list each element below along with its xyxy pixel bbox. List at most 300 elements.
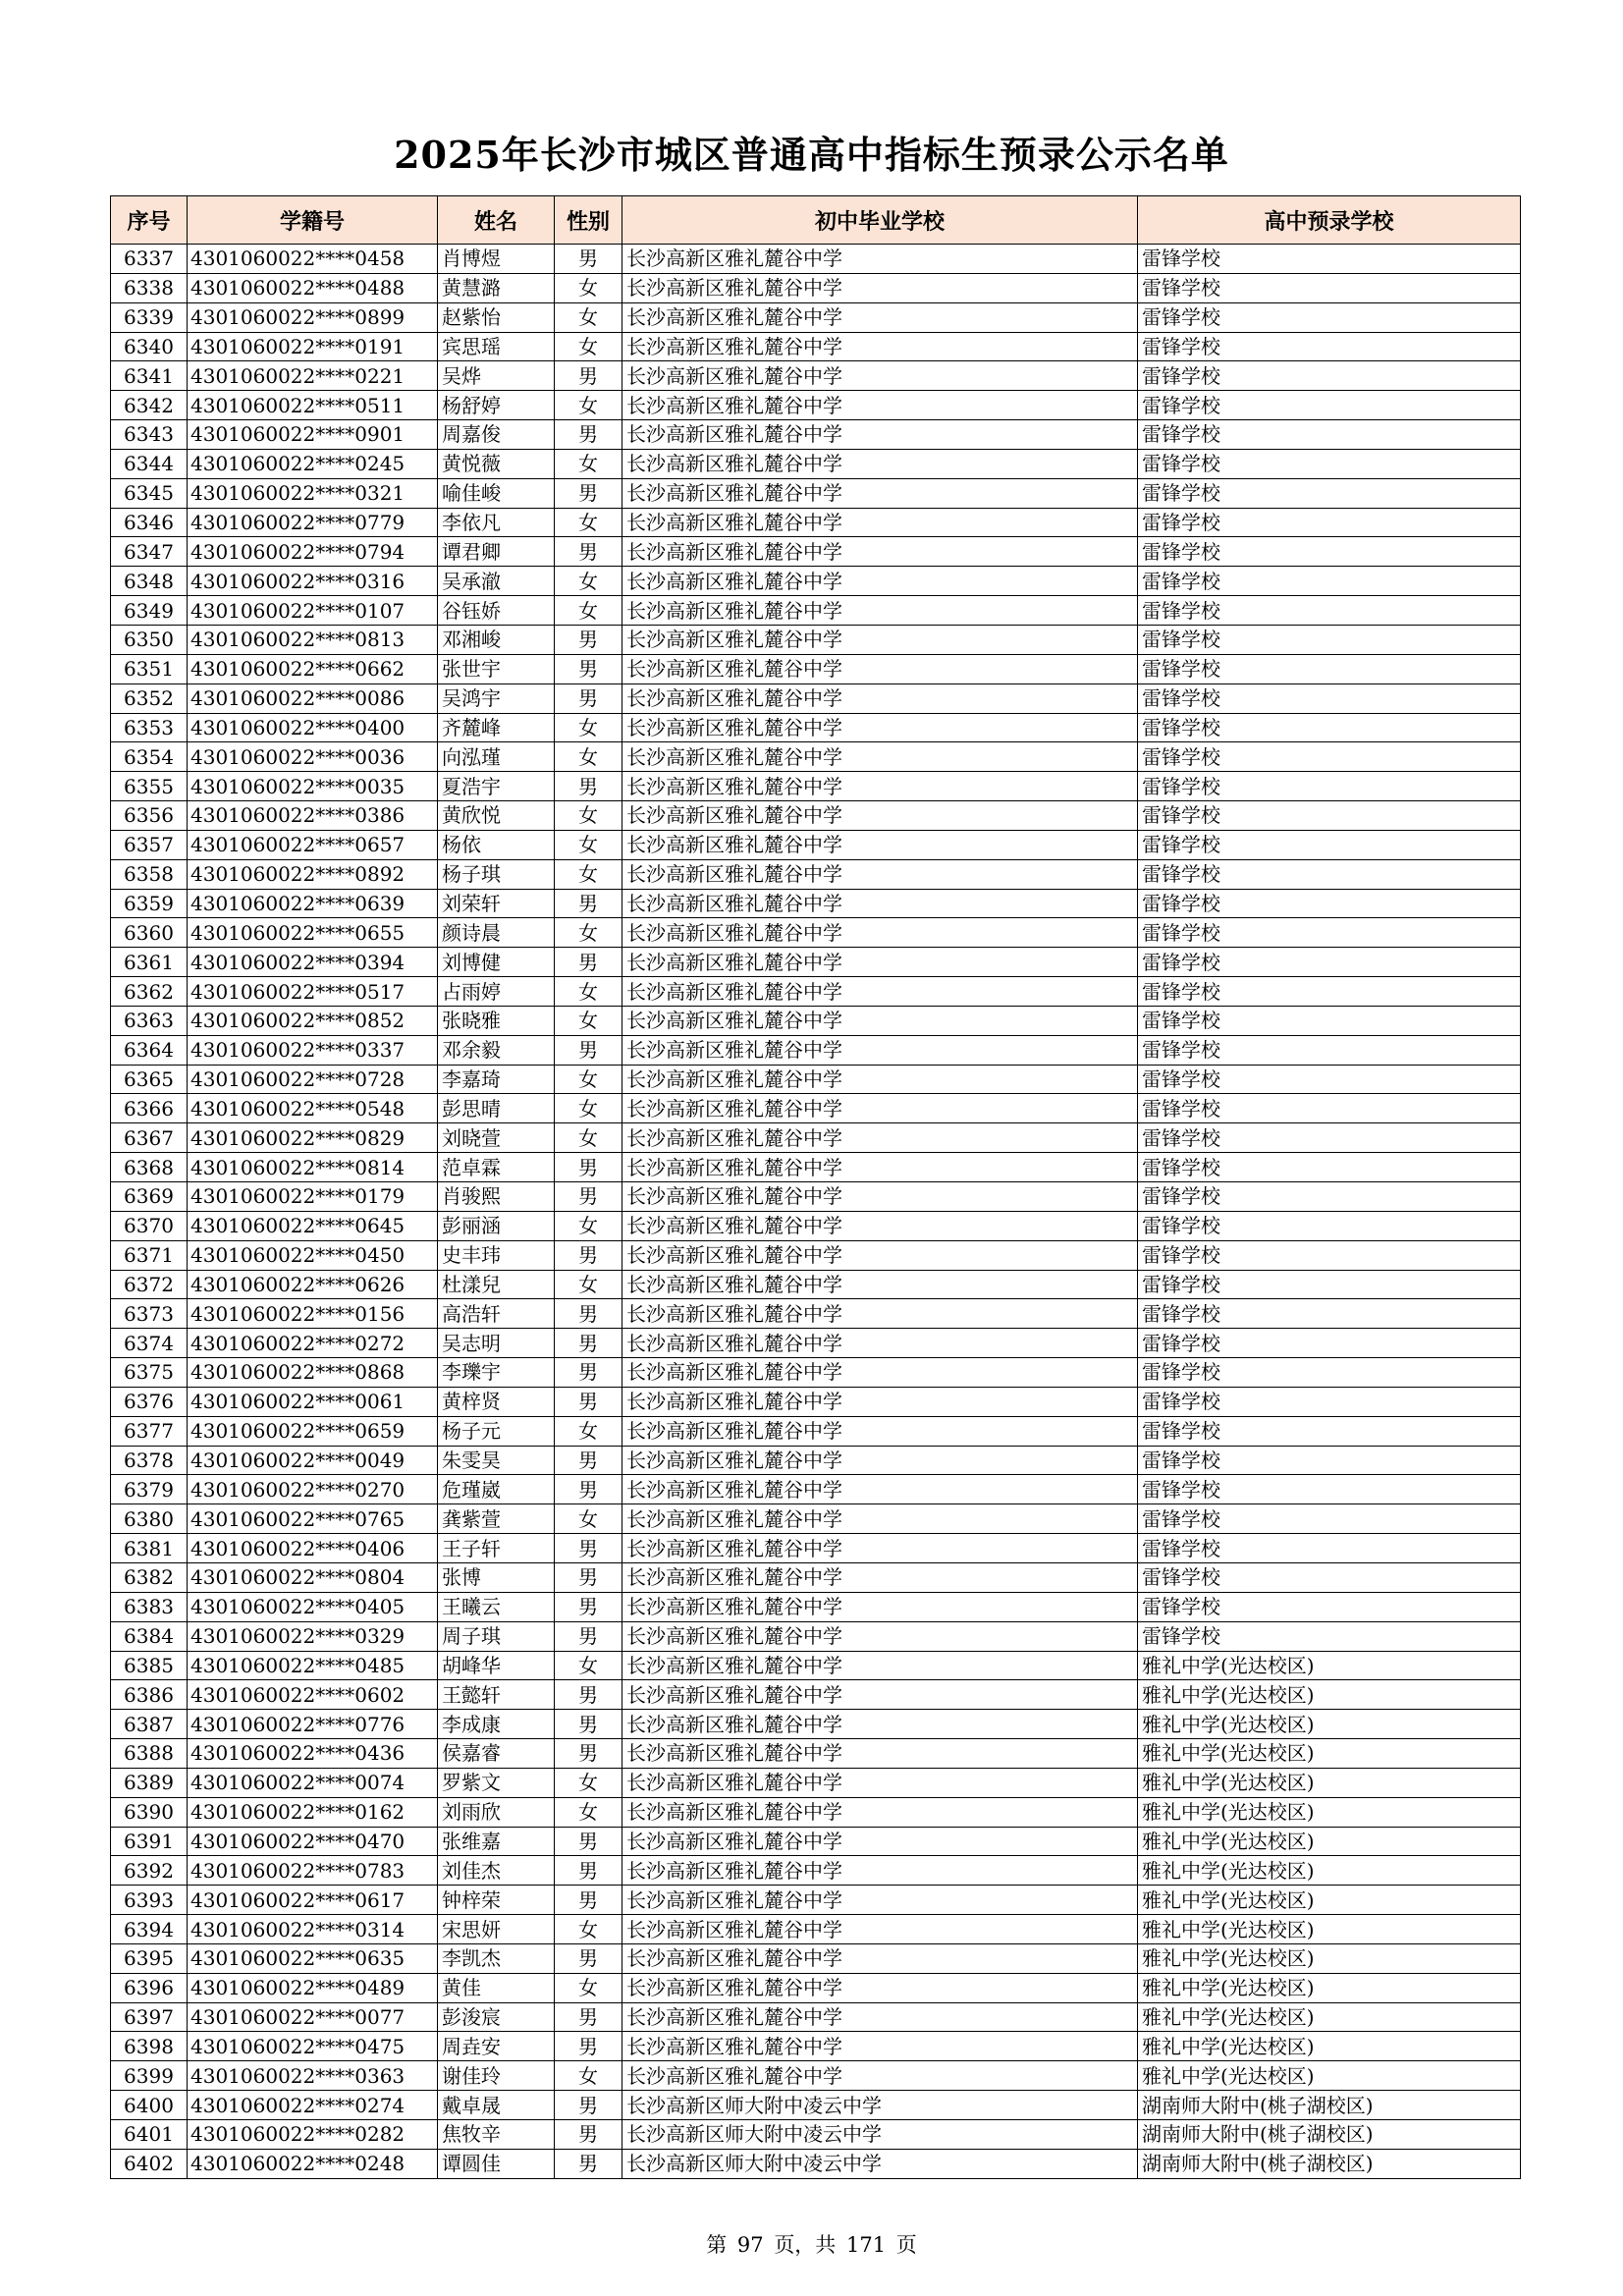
senior-school-cell: 雷锋学校 (1138, 1592, 1521, 1621)
name-cell: 张维嘉 (438, 1827, 555, 1856)
serial-cell: 6351 (111, 654, 188, 683)
serial-cell: 6393 (111, 1886, 188, 1915)
table-row (111, 2032, 1521, 2061)
student-id-cell: 4301060022****0436 (188, 1739, 438, 1769)
gender-cell: 女 (555, 801, 622, 831)
serial-cell: 6396 (111, 1973, 188, 2002)
name-cell: 焦牧辛 (438, 2120, 555, 2150)
senior-school-cell: 雷锋学校 (1138, 1094, 1521, 1123)
name-cell: 周嘉俊 (438, 420, 555, 450)
header-student-id: 学籍号 (188, 196, 438, 245)
gender-cell: 男 (555, 1943, 622, 1973)
senior-school-cell: 雷锋学校 (1138, 1416, 1521, 1446)
serial-cell: 6354 (111, 742, 188, 772)
name-cell: 赵紫怡 (438, 302, 555, 332)
student-id-cell: 4301060022****0659 (188, 1416, 438, 1446)
senior-school-cell: 雅礼中学(光达校区) (1138, 1856, 1521, 1886)
gender-cell: 男 (555, 683, 622, 713)
table-row (111, 1475, 1521, 1504)
name-cell: 谢佳玲 (438, 2061, 555, 2091)
serial-cell: 6383 (111, 1592, 188, 1621)
name-cell: 张晓雅 (438, 1006, 555, 1035)
table-row (111, 420, 1521, 450)
senior-school-cell: 雷锋学校 (1138, 1123, 1521, 1153)
table-row (111, 948, 1521, 977)
name-cell: 李嘉琦 (438, 1065, 555, 1094)
junior-school-cell: 长沙高新区雅礼麓谷中学 (622, 391, 1138, 420)
serial-cell: 6381 (111, 1534, 188, 1563)
serial-cell: 6362 (111, 977, 188, 1007)
gender-cell: 女 (555, 508, 622, 537)
senior-school-cell: 雅礼中学(光达校区) (1138, 1739, 1521, 1769)
junior-school-cell: 长沙高新区雅礼麓谷中学 (622, 537, 1138, 567)
serial-cell: 6399 (111, 2061, 188, 2091)
student-id-cell: 4301060022****0645 (188, 1211, 438, 1240)
gender-cell: 女 (555, 1094, 622, 1123)
serial-cell: 6375 (111, 1358, 188, 1388)
gender-cell: 女 (555, 273, 622, 302)
gender-cell: 男 (555, 2002, 622, 2032)
student-id-cell: 4301060022****0662 (188, 654, 438, 683)
name-cell: 喻佳峻 (438, 478, 555, 508)
serial-cell: 6358 (111, 859, 188, 889)
senior-school-cell: 雷锋学校 (1138, 654, 1521, 683)
junior-school-cell: 长沙高新区雅礼麓谷中学 (622, 742, 1138, 772)
gender-cell: 女 (555, 830, 622, 859)
name-cell: 彭丽涵 (438, 1211, 555, 1240)
serial-cell: 6372 (111, 1270, 188, 1299)
serial-cell: 6380 (111, 1504, 188, 1534)
table-row (111, 302, 1521, 332)
senior-school-cell: 湖南师大附中(桃子湖校区) (1138, 2149, 1521, 2178)
junior-school-cell: 长沙高新区雅礼麓谷中学 (622, 1592, 1138, 1621)
name-cell: 彭浚宸 (438, 2002, 555, 2032)
name-cell: 肖博煜 (438, 245, 555, 274)
student-id-cell: 4301060022****0400 (188, 713, 438, 742)
table-row (111, 1182, 1521, 1212)
junior-school-cell: 长沙高新区雅礼麓谷中学 (622, 508, 1138, 537)
gender-cell: 男 (555, 2032, 622, 2061)
name-cell: 黄欣悦 (438, 801, 555, 831)
serial-cell: 6352 (111, 683, 188, 713)
student-id-cell: 4301060022****0868 (188, 1358, 438, 1388)
table-row (111, 1856, 1521, 1886)
gender-cell: 男 (555, 1387, 622, 1416)
name-cell: 宋思妍 (438, 1915, 555, 1944)
student-id-cell: 4301060022****0794 (188, 537, 438, 567)
gender-cell: 男 (555, 1680, 622, 1710)
gender-cell: 女 (555, 332, 622, 361)
gender-cell: 男 (555, 537, 622, 567)
senior-school-cell: 湖南师大附中(桃子湖校区) (1138, 2091, 1521, 2120)
student-id-cell: 4301060022****0485 (188, 1651, 438, 1680)
junior-school-cell: 长沙高新区雅礼麓谷中学 (622, 1504, 1138, 1534)
senior-school-cell: 雷锋学校 (1138, 889, 1521, 918)
junior-school-cell: 长沙高新区雅礼麓谷中学 (622, 2002, 1138, 2032)
gender-cell: 男 (555, 1534, 622, 1563)
student-id-cell: 4301060022****0282 (188, 2120, 438, 2150)
name-cell: 李凯杰 (438, 1943, 555, 1973)
student-id-cell: 4301060022****0272 (188, 1329, 438, 1358)
junior-school-cell: 长沙高新区师大附中凌云中学 (622, 2091, 1138, 2120)
table-row (111, 1387, 1521, 1416)
table-row (111, 1562, 1521, 1592)
student-id-cell: 4301060022****0489 (188, 1973, 438, 2002)
senior-school-cell: 雷锋学校 (1138, 1240, 1521, 1270)
junior-school-cell: 长沙高新区雅礼麓谷中学 (622, 2032, 1138, 2061)
senior-school-cell: 雷锋学校 (1138, 977, 1521, 1007)
table-row (111, 1153, 1521, 1182)
serial-cell: 6345 (111, 478, 188, 508)
table-row (111, 1710, 1521, 1739)
senior-school-cell: 雷锋学校 (1138, 1446, 1521, 1475)
junior-school-cell: 长沙高新区雅礼麓谷中学 (622, 713, 1138, 742)
senior-school-cell: 雷锋学校 (1138, 1621, 1521, 1651)
senior-school-cell: 雅礼中学(光达校区) (1138, 1797, 1521, 1827)
gender-cell: 女 (555, 918, 622, 948)
table-row (111, 859, 1521, 889)
table-row (111, 245, 1521, 274)
name-cell: 齐麓峰 (438, 713, 555, 742)
footer-page-number: 97 (736, 2233, 764, 2257)
name-cell: 危瑾崴 (438, 1475, 555, 1504)
serial-cell: 6373 (111, 1299, 188, 1329)
table-row (111, 567, 1521, 596)
name-cell: 王懿轩 (438, 1680, 555, 1710)
gender-cell: 女 (555, 1973, 622, 2002)
student-id-cell: 4301060022****0635 (188, 1943, 438, 1973)
name-cell: 夏浩宇 (438, 772, 555, 801)
table-row (111, 1680, 1521, 1710)
table-row (111, 391, 1521, 420)
table-row (111, 1943, 1521, 1973)
serial-cell: 6402 (111, 2149, 188, 2178)
table-row (111, 1065, 1521, 1094)
serial-cell: 6387 (111, 1710, 188, 1739)
junior-school-cell: 长沙高新区雅礼麓谷中学 (622, 918, 1138, 948)
serial-cell: 6385 (111, 1651, 188, 1680)
senior-school-cell: 雷锋学校 (1138, 625, 1521, 654)
header-serial: 序号 (111, 196, 188, 245)
senior-school-cell: 雷锋学校 (1138, 1211, 1521, 1240)
student-id-cell: 4301060022****0156 (188, 1299, 438, 1329)
student-id-cell: 4301060022****0245 (188, 449, 438, 478)
student-id-cell: 4301060022****0617 (188, 1886, 438, 1915)
table-row (111, 654, 1521, 683)
table-row (111, 977, 1521, 1007)
junior-school-cell: 长沙高新区雅礼麓谷中学 (622, 302, 1138, 332)
student-id-cell: 4301060022****0405 (188, 1592, 438, 1621)
gender-cell: 男 (555, 889, 622, 918)
table-row (111, 508, 1521, 537)
table-row (111, 1915, 1521, 1944)
student-id-cell: 4301060022****0162 (188, 1797, 438, 1827)
serial-cell: 6359 (111, 889, 188, 918)
name-cell: 刘博健 (438, 948, 555, 977)
student-id-cell: 4301060022****0814 (188, 1153, 438, 1182)
senior-school-cell: 雷锋学校 (1138, 1182, 1521, 1212)
student-id-cell: 4301060022****0626 (188, 1270, 438, 1299)
serial-cell: 6337 (111, 245, 188, 274)
table-row (111, 1886, 1521, 1915)
serial-cell: 6370 (111, 1211, 188, 1240)
student-id-cell: 4301060022****0035 (188, 772, 438, 801)
serial-cell: 6366 (111, 1094, 188, 1123)
student-id-cell: 4301060022****0470 (188, 1827, 438, 1856)
senior-school-cell: 雷锋学校 (1138, 273, 1521, 302)
serial-cell: 6340 (111, 332, 188, 361)
student-id-cell: 4301060022****0475 (188, 2032, 438, 2061)
header-senior-school: 高中预录学校 (1138, 196, 1521, 245)
serial-cell: 6388 (111, 1739, 188, 1769)
junior-school-cell: 长沙高新区雅礼麓谷中学 (622, 654, 1138, 683)
gender-cell: 男 (555, 1446, 622, 1475)
student-id-cell: 4301060022****0329 (188, 1621, 438, 1651)
gender-cell: 女 (555, 1006, 622, 1035)
name-cell: 范卓霖 (438, 1153, 555, 1182)
senior-school-cell: 湖南师大附中(桃子湖校区) (1138, 2120, 1521, 2150)
student-id-cell: 4301060022****0852 (188, 1006, 438, 1035)
student-id-cell: 4301060022****0892 (188, 859, 438, 889)
senior-school-cell: 雷锋学校 (1138, 478, 1521, 508)
student-id-cell: 4301060022****0274 (188, 2091, 438, 2120)
gender-cell: 男 (555, 1299, 622, 1329)
student-id-cell: 4301060022****0191 (188, 332, 438, 361)
student-id-cell: 4301060022****0314 (188, 1915, 438, 1944)
serial-cell: 6348 (111, 567, 188, 596)
student-id-cell: 4301060022****0061 (188, 1387, 438, 1416)
serial-cell: 6389 (111, 1768, 188, 1797)
table-row (111, 361, 1521, 391)
name-cell: 钟梓荣 (438, 1886, 555, 1915)
serial-cell: 6401 (111, 2120, 188, 2150)
name-cell: 颜诗晨 (438, 918, 555, 948)
table-row (111, 2149, 1521, 2178)
student-id-cell: 4301060022****0458 (188, 245, 438, 274)
serial-cell: 6361 (111, 948, 188, 977)
serial-cell: 6367 (111, 1123, 188, 1153)
junior-school-cell: 长沙高新区雅礼麓谷中学 (622, 948, 1138, 977)
gender-cell: 女 (555, 1915, 622, 1944)
name-cell: 高浩轩 (438, 1299, 555, 1329)
name-cell: 杨依 (438, 830, 555, 859)
gender-cell: 男 (555, 1182, 622, 1212)
junior-school-cell: 长沙高新区雅礼麓谷中学 (622, 1094, 1138, 1123)
junior-school-cell: 长沙高新区雅礼麓谷中学 (622, 1358, 1138, 1388)
junior-school-cell: 长沙高新区雅礼麓谷中学 (622, 1153, 1138, 1182)
junior-school-cell: 长沙高新区雅礼麓谷中学 (622, 1065, 1138, 1094)
footer-prefix: 第 (706, 2233, 728, 2257)
name-cell: 张博 (438, 1562, 555, 1592)
gender-cell: 男 (555, 478, 622, 508)
junior-school-cell: 长沙高新区雅礼麓谷中学 (622, 1710, 1138, 1739)
gender-cell: 男 (555, 361, 622, 391)
table-row (111, 2120, 1521, 2150)
name-cell: 占雨婷 (438, 977, 555, 1007)
table-row (111, 1211, 1521, 1240)
student-id-cell: 4301060022****0086 (188, 683, 438, 713)
gender-cell: 男 (555, 1856, 622, 1886)
serial-cell: 6394 (111, 1915, 188, 1944)
name-cell: 吴鸿宇 (438, 683, 555, 713)
senior-school-cell: 雷锋学校 (1138, 449, 1521, 478)
table-row (111, 1827, 1521, 1856)
student-id-cell: 4301060022****0316 (188, 567, 438, 596)
table-row (111, 1446, 1521, 1475)
name-cell: 胡峰华 (438, 1651, 555, 1680)
serial-cell: 6357 (111, 830, 188, 859)
student-id-cell: 4301060022****0450 (188, 1240, 438, 1270)
gender-cell: 男 (555, 1621, 622, 1651)
junior-school-cell: 长沙高新区雅礼麓谷中学 (622, 1475, 1138, 1504)
gender-cell: 男 (555, 1562, 622, 1592)
student-id-cell: 4301060022****0813 (188, 625, 438, 654)
junior-school-cell: 长沙高新区雅礼麓谷中学 (622, 1211, 1138, 1240)
senior-school-cell: 雷锋学校 (1138, 1387, 1521, 1416)
serial-cell: 6368 (111, 1153, 188, 1182)
gender-cell: 男 (555, 1035, 622, 1065)
student-id-cell: 4301060022****0657 (188, 830, 438, 859)
student-id-cell: 4301060022****0107 (188, 596, 438, 626)
table-row (111, 1240, 1521, 1270)
gender-cell: 女 (555, 713, 622, 742)
junior-school-cell: 长沙高新区雅礼麓谷中学 (622, 1651, 1138, 1680)
senior-school-cell: 雅礼中学(光达校区) (1138, 1973, 1521, 2002)
name-cell: 龚紫萱 (438, 1504, 555, 1534)
page-title: 2025年长沙市城区普通高中指标生预录公示名单 (394, 133, 1229, 177)
senior-school-cell: 雷锋学校 (1138, 1534, 1521, 1563)
student-id-cell: 4301060022****0901 (188, 420, 438, 450)
name-cell: 周子琪 (438, 1621, 555, 1651)
student-id-cell: 4301060022****0036 (188, 742, 438, 772)
serial-cell: 6371 (111, 1240, 188, 1270)
student-id-cell: 4301060022****0517 (188, 977, 438, 1007)
senior-school-cell: 雅礼中学(光达校区) (1138, 1710, 1521, 1739)
student-id-cell: 4301060022****0899 (188, 302, 438, 332)
header-gender: 性别 (555, 196, 622, 245)
junior-school-cell: 长沙高新区雅礼麓谷中学 (622, 2061, 1138, 2091)
table-row (111, 537, 1521, 567)
senior-school-cell: 雷锋学校 (1138, 596, 1521, 626)
table-row (111, 1329, 1521, 1358)
serial-cell: 6355 (111, 772, 188, 801)
student-id-cell: 4301060022****0337 (188, 1035, 438, 1065)
serial-cell: 6390 (111, 1797, 188, 1827)
serial-cell: 6378 (111, 1446, 188, 1475)
senior-school-cell: 雅礼中学(光达校区) (1138, 1915, 1521, 1944)
junior-school-cell: 长沙高新区雅礼麓谷中学 (622, 596, 1138, 626)
table-row (111, 1270, 1521, 1299)
senior-school-cell: 雷锋学校 (1138, 302, 1521, 332)
table-row (111, 2002, 1521, 2032)
gender-cell: 男 (555, 1240, 622, 1270)
serial-cell: 6377 (111, 1416, 188, 1446)
name-cell: 向泓瑾 (438, 742, 555, 772)
page-footer (0, 2229, 1623, 2259)
serial-cell: 6374 (111, 1329, 188, 1358)
name-cell: 肖骏熙 (438, 1182, 555, 1212)
junior-school-cell: 长沙高新区雅礼麓谷中学 (622, 1182, 1138, 1212)
serial-cell: 6364 (111, 1035, 188, 1065)
serial-cell: 6363 (111, 1006, 188, 1035)
junior-school-cell: 长沙高新区雅礼麓谷中学 (622, 273, 1138, 302)
serial-cell: 6338 (111, 273, 188, 302)
senior-school-cell: 雷锋学校 (1138, 1504, 1521, 1534)
serial-cell: 6376 (111, 1387, 188, 1416)
name-cell: 李依凡 (438, 508, 555, 537)
name-cell: 谭君卿 (438, 537, 555, 567)
name-cell: 杨子琪 (438, 859, 555, 889)
senior-school-cell: 雷锋学校 (1138, 361, 1521, 391)
junior-school-cell: 长沙高新区雅礼麓谷中学 (622, 449, 1138, 478)
student-id-cell: 4301060022****0639 (188, 889, 438, 918)
senior-school-cell: 雷锋学校 (1138, 713, 1521, 742)
student-id-cell: 4301060022****0321 (188, 478, 438, 508)
serial-cell: 6343 (111, 420, 188, 450)
gender-cell: 女 (555, 1768, 622, 1797)
table-row (111, 1973, 1521, 2002)
header-row (111, 196, 1521, 245)
student-id-cell: 4301060022****0804 (188, 1562, 438, 1592)
senior-school-cell: 雅礼中学(光达校区) (1138, 1886, 1521, 1915)
serial-cell: 6347 (111, 537, 188, 567)
table-row (111, 1592, 1521, 1621)
junior-school-cell: 长沙高新区雅礼麓谷中学 (622, 772, 1138, 801)
senior-school-cell: 雅礼中学(光达校区) (1138, 1827, 1521, 1856)
table-row (111, 830, 1521, 859)
junior-school-cell: 长沙高新区雅礼麓谷中学 (622, 1856, 1138, 1886)
table-row (111, 1739, 1521, 1769)
gender-cell: 女 (555, 742, 622, 772)
gender-cell: 男 (555, 1739, 622, 1769)
junior-school-cell: 长沙高新区雅礼麓谷中学 (622, 420, 1138, 450)
student-id-cell: 4301060022****0077 (188, 2002, 438, 2032)
name-cell: 罗紫文 (438, 1768, 555, 1797)
name-cell: 戴卓晟 (438, 2091, 555, 2120)
junior-school-cell: 长沙高新区雅礼麓谷中学 (622, 1006, 1138, 1035)
gender-cell: 女 (555, 977, 622, 1007)
serial-cell: 6392 (111, 1856, 188, 1886)
roster-table-container (110, 195, 1520, 2179)
student-id-cell: 4301060022****0728 (188, 1065, 438, 1094)
gender-cell: 女 (555, 1416, 622, 1446)
junior-school-cell: 长沙高新区雅礼麓谷中学 (622, 801, 1138, 831)
student-id-cell: 4301060022****0270 (188, 1475, 438, 1504)
name-cell: 李瓅宇 (438, 1358, 555, 1388)
name-cell: 黄慧潞 (438, 273, 555, 302)
gender-cell: 男 (555, 1329, 622, 1358)
table-row (111, 478, 1521, 508)
serial-cell: 6369 (111, 1182, 188, 1212)
student-id-cell: 4301060022****0179 (188, 1182, 438, 1212)
table-row (111, 742, 1521, 772)
junior-school-cell: 长沙高新区雅礼麓谷中学 (622, 859, 1138, 889)
table-row (111, 2061, 1521, 2091)
senior-school-cell: 雅礼中学(光达校区) (1138, 1680, 1521, 1710)
table-row (111, 1416, 1521, 1446)
junior-school-cell: 长沙高新区雅礼麓谷中学 (622, 1797, 1138, 1827)
gender-cell: 女 (555, 1651, 622, 1680)
senior-school-cell: 雷锋学校 (1138, 948, 1521, 977)
name-cell: 黄佳 (438, 1973, 555, 2002)
gender-cell: 女 (555, 596, 622, 626)
table-row (111, 801, 1521, 831)
serial-cell: 6342 (111, 391, 188, 420)
serial-cell: 6400 (111, 2091, 188, 2120)
senior-school-cell: 雷锋学校 (1138, 859, 1521, 889)
table-row (111, 1035, 1521, 1065)
gender-cell: 男 (555, 2149, 622, 2178)
